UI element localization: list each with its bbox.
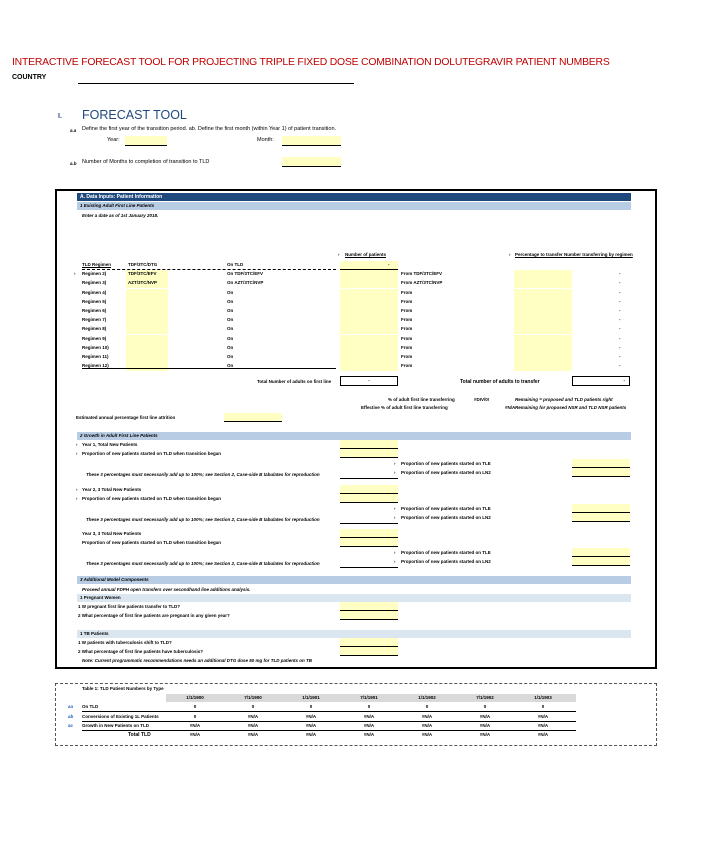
regimen-drug-input[interactable] [126,353,168,362]
months-input[interactable] [282,157,341,167]
regimen-drug-input[interactable] [126,316,168,325]
regimen-on: On [227,298,234,304]
section-3-title: 3 Additional Model Components [77,576,631,584]
num-transferring-value: - [619,344,621,350]
table-cell: #N/A [537,713,549,719]
women-q2-input[interactable] [340,611,398,620]
table-cell: #N/A [247,713,259,719]
date-header: 7/1/1901 [360,695,378,700]
panel-header: A. Data Inputs: Patient Information [77,193,631,201]
total-tld-cell: #N/A [305,732,317,737]
pct-transfer-input[interactable] [514,270,572,279]
pct-transferring-label: % of adult first line transferring [388,397,455,402]
arrow-icon: › [394,550,396,555]
num-transferring-value: - [619,326,621,332]
new-patients-label: Year 1, Total New Patients [82,442,138,447]
table-row-bullet: aa [68,704,74,709]
sum-underline [340,478,398,479]
pct-note-1: Remaining = proposed and TLD patients right [515,397,613,402]
regimen-label: Regimen 12) [82,363,109,369]
pct-transfer-input[interactable] [514,353,572,362]
sum-note: These 3 percentages must necessarily add up to 100%; see Section 2, Case-side B tabulates for reproduction [86,472,320,477]
table-row-underline [82,711,576,712]
prop-ln2-input[interactable] [572,468,630,477]
year-input[interactable] [125,136,167,146]
date-header: 7/1/1900 [244,695,262,700]
regimen-label: Regimen 8) [82,326,107,332]
table-cell: #N/A [479,723,491,728]
regimen-on: On AZT/3TC/NVP [227,280,264,286]
table-cell: #N/A [421,713,433,719]
date-header: 7/1/1902 [476,695,494,700]
num-patients-input[interactable] [340,289,398,298]
prop-tle-input[interactable] [572,459,630,468]
pct-transfer-input[interactable] [514,289,572,298]
new-patients-input[interactable] [340,529,398,538]
sum-underline [340,523,398,524]
num-patients-input[interactable] [340,279,398,288]
table-cell: 0 [251,704,255,709]
section-1-title: 1 Existing Adult First Line Patients [77,202,631,210]
regimen-drug-input[interactable] [126,335,168,344]
table-cell: #N/A [537,723,549,728]
month-input[interactable] [282,136,341,146]
arrow-icon: › [338,252,340,257]
date-header: 1/1/1903 [534,695,552,700]
table-row-underline [82,730,576,731]
num-transferring-value: - [619,298,621,304]
country-input[interactable] [78,76,354,84]
section-3-note: Proceed annual FDPH open transfers over secondhand line additions analysis. [82,587,251,592]
total-patients-value: - [340,376,398,386]
total-tld-cell: #N/A [479,732,491,737]
pct-transfer-input[interactable] [514,362,572,371]
arrow-icon: › [394,559,396,564]
regimen-label: Regimen 7) [82,317,107,323]
num-patients-input[interactable] [340,298,398,307]
table-cell: #N/A [479,713,491,719]
arrow-icon: › [394,506,396,511]
regimen-from: From [401,317,413,323]
table-row-label: Growth in New Patients on TLD [82,723,150,728]
total-transfer-label: Total number of adults to transfer [460,379,540,385]
total-tld-cell: #N/A [421,732,433,737]
table-cell: 0 [541,704,545,709]
arrow-icon: › [394,515,396,520]
date-header: 1/1/1902 [418,695,436,700]
month-label: Month: [257,137,274,143]
tb-q2: 2 What percentage of first line patients have tuberculosis? [78,649,204,654]
prop-ln2-input[interactable] [572,513,630,522]
pct-transfer-input[interactable] [514,316,572,325]
num-patients-input[interactable] [340,325,398,334]
regimen-on: On TLD [227,262,244,267]
prop-tle-label: Proportion of new patients started on TLE [401,550,491,555]
women-q1-input[interactable] [340,602,398,611]
regimen-label: Regimen 10) [82,344,109,350]
page-title: INTERACTIVE FORECAST TOOL FOR PROJECTING TRIPLE FIXED DOSE COMBINATION DOLUTEGRAVIR PATIENT NUMBERS [12,57,610,68]
prop-tld-label: Proportion of new patients started on TLD when transition began [82,540,222,545]
pct-transfer-input[interactable] [514,335,572,344]
tld-patients-value: - [388,262,390,267]
table-row-bullet: ac [68,723,74,728]
tb-patients-title: 1 TB Patients [77,630,631,638]
num-patients-header: Number of patients [345,252,387,257]
num-transferring-value: - [619,271,621,277]
regimen-drug-input[interactable] [126,307,168,316]
regimen-label: Regimen 6) [82,308,107,313]
regimen-label: Regimen 3) [82,280,107,286]
prop-ln2-label: Proportion of new patients started on LN2 [401,559,491,564]
regimen-from: From [401,344,413,350]
regimen-underline [82,368,336,369]
new-patients-input[interactable] [340,485,398,494]
new-patients-input[interactable] [340,440,398,449]
regimen-underline [82,269,336,270]
pct-transfer-input[interactable] [514,279,572,288]
pct-transfer-input[interactable] [514,344,572,353]
prop-tld-input[interactable] [340,538,398,547]
arrow-icon: › [394,461,396,466]
prop-tld-input[interactable] [340,494,398,503]
table-cell: 0 [483,704,487,709]
regimen-from: From [401,308,413,313]
table-cell: 0 [309,704,313,709]
table-cell: #N/A [189,723,201,728]
date-header: 1/1/1901 [302,695,320,700]
sum-note: These 3 percentages must necessarily add up to 100%; see Section 2, Case-side B tabulates for reproduction [86,517,320,522]
regimen-from: From TDF/3TC/EFV [401,271,443,277]
prop-ln2-input[interactable] [572,557,630,566]
regimen-drug: AZT/3TC/NVP [128,280,158,286]
regimen-drug-input[interactable] [126,325,168,334]
effective-value: #N/A [505,405,516,410]
tb-q1-input[interactable] [340,638,398,647]
regimen-label: Regimen 9) [82,335,107,341]
regimen-on: On [227,289,234,295]
num-transferring-value: - [619,289,621,295]
prop-ln2-label: Proportion of new patients started on LN2 [401,470,491,475]
arrow-icon: › [76,487,78,492]
table-row-underline [82,721,576,722]
table-cell: 0 [425,704,429,709]
attrition-label: Estimated annual percentage first line attrition [76,415,176,420]
table-cell: 0 [367,704,371,709]
num-patients-input[interactable] [340,335,398,344]
prop-ln2-label: Proportion of new patients started on LN2 [401,515,491,520]
total-tld-cell: #N/A [189,732,201,737]
regimen-label: Regimen 5) [82,298,107,304]
total-tld-label: Total TLD [128,732,151,738]
attrition-input[interactable] [224,413,282,422]
num-transferring-value: - [619,354,621,359]
total-tld-cell: #N/A [537,732,549,737]
row-arrow-icon: › [74,271,76,277]
section-title: FORECAST TOOL [82,108,187,122]
women-q1: 1 W pregnant first line patients transfer to TLD? [78,604,181,609]
pct-header: Percentage to transfer Number transferring by regimen [515,252,633,257]
regimen-label: Regimen 11) [82,354,109,359]
regimen-label: TLD Regimen [82,262,112,267]
country-label: COUNTRY [12,74,47,81]
prop-tld-input[interactable] [340,449,398,458]
pct-note-2: Remaining for proposed NSR and TLD NSR patients [515,405,627,410]
women-q2: 2 What percentage of first line patients are pregnant in any given year? [78,613,230,618]
table-cell: #N/A [421,723,433,728]
year-label: Year: [107,137,120,143]
num-patients-input[interactable] [340,316,398,325]
regimen-on: On [227,335,234,341]
q2-text: Number of Months to completion of transition to TLD [82,159,210,165]
regimen-label: Regimen 2) [82,271,107,277]
regimen-drug-input[interactable] [126,344,168,353]
prop-tle-label: Proportion of new patients started on TLE [401,461,491,466]
prop-tle-label: Proportion of new patients started on TLE [401,506,491,511]
regimen-on: On [227,344,234,350]
date-header: 1/1/1900 [186,695,204,700]
tb-q2-input[interactable] [340,647,398,656]
total-patients-label: Total Number of adults on first line [257,379,332,384]
table-row-label: Conversions of Existing 1L Patients [82,713,159,719]
table-cell: #N/A [363,713,375,719]
table-cell: 0 [193,713,197,719]
arrow-icon: › [76,451,78,456]
arrow-icon: › [76,496,78,501]
num-transferring-value: - [619,317,621,323]
arrow-icon: › [394,470,396,475]
regimen-from: From [401,363,413,369]
regimen-on: On [227,363,234,369]
prop-tld-label: Proportion of new patients started on TLD when transition began [82,496,222,501]
num-transferring-value: - [619,308,621,313]
regimen-drug: TDF/3TC/DTG [128,262,158,267]
regimen-drug-input[interactable] [126,298,168,307]
pct-transfer-input[interactable] [514,307,572,316]
regimen-from: From AZT/3TC/NVP [401,280,443,286]
regimen-on: On [227,317,234,323]
regimen-on: On [227,354,234,359]
section-1-note: Enter a date as of 1st January 2018. [82,213,159,218]
total-tld-cell: #N/A [363,732,375,737]
regimen-on: On TDF/3TC/EFV [227,271,263,277]
regimen-drug: TDF/3TC/EFV [128,271,157,277]
num-transferring-value: - [619,335,621,341]
table-cell: 0 [193,704,197,709]
prop-tle-input[interactable] [572,504,630,513]
tb-q1: 1 W patients with tuberculosis shift to TLD? [78,640,172,645]
total-tld-cell: #N/A [247,732,259,737]
regimen-drug-input[interactable] [126,289,168,298]
regimen-from: From [401,354,413,359]
q1-text: Define the first year of the transition period. ab. Define the first month (within Year 1) of patient transition. [82,126,337,132]
num-patients-input[interactable] [340,307,398,316]
table-cell: #N/A [305,713,317,719]
section-2-title: 2 Growth in Adult First Line Patients [77,432,631,440]
new-patients-label: Year 3, 3 Total New Patients [82,531,142,536]
pct-transfer-input[interactable] [514,325,572,334]
prop-tle-input[interactable] [572,548,630,557]
num-transferring-value: - [619,363,621,369]
new-patients-label: Year 2, 3 Total New Patients [82,487,142,492]
pct-transfer-input[interactable] [514,298,572,307]
regimen-from: From [401,335,413,341]
table-row-label: On TLD [82,704,99,709]
q2-bullet: a.b [70,161,77,166]
num-patients-input[interactable] [340,270,398,279]
table-cell: #N/A [363,723,375,728]
regimen-on: On [227,326,234,332]
table-cell: #N/A [247,723,259,728]
effective-label: Effective % of adult first line transferring [361,405,448,410]
num-patients-input[interactable] [340,344,398,353]
num-patients-input[interactable] [340,353,398,362]
q1-bullet: a.a [70,128,77,133]
prop-tld-label: Proportion of new patients started on TLD when transition began [82,451,222,456]
num-patients-input[interactable] [340,362,398,371]
regimen-on: On [227,308,234,313]
regimen-from: From [401,289,413,295]
sum-underline [340,567,398,568]
tb-note: Note: Current programmatic recommendations needs an additional DTG dose 50 mg for TLD patients on TB [82,658,313,663]
table-cell: #N/A [305,723,317,728]
total-transfer-value: - [572,376,630,386]
sum-note: These 3 percentages must necessarily add up to 100%; see Section 2, Case-side B tabulates for reproduction [86,561,320,566]
section-number: I. [58,113,62,120]
arrow-icon: › [509,252,511,257]
regimen-label: Regimen 4) [82,289,107,295]
pregnant-women-title: 1 Pregnant Women [77,594,631,602]
regimen-from: From [401,298,413,304]
arrow-icon: › [76,442,78,447]
table-row-bullet: ab [68,713,74,719]
table-1-title: Table 1: TLD Patient Numbers by Type [82,686,164,691]
regimen-from: From [401,326,413,332]
pct-transferring-value: #DIV/0! [474,397,490,402]
num-transferring-value: - [619,280,621,286]
regimen-drug-input[interactable] [126,362,168,371]
